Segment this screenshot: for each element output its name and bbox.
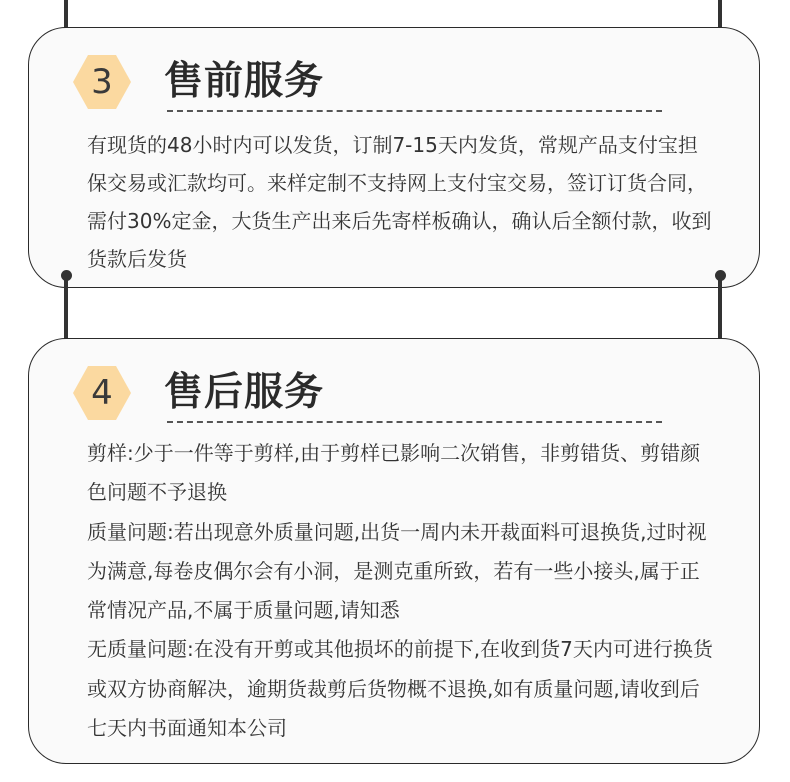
paragraph-no-quality-issue: 无质量问题:在没有开剪或其他损坏的前提下,在收到货7天内可进行换货或双方协商解决，逾期货裁剪后货物概不退换,如有质量问题,请收到后七天内书面通知本公司 <box>87 637 713 741</box>
presale-service-card <box>28 27 760 288</box>
paragraph-quality-issue: 质量问题:若出现意外质量问题,出货一周内未开裁面料可退换货,过时视为满意,每卷皮偶尔会有小洞，是测克重所致，若有一些小接头,属于正常情况产品,不属于质量问题,请知悉 <box>87 519 707 623</box>
paragraph-cut-sample: 剪样:少于一件等于剪样,由于剪样已影响二次销售，非剪错货、剪错颜色问题不予退换 <box>87 441 701 505</box>
rod-joint-left-upper <box>61 270 72 281</box>
rod-joint-right-upper <box>715 270 726 281</box>
section-body <box>87 126 717 278</box>
title-dashed-divider <box>167 110 662 112</box>
section-number: 4 <box>91 373 113 413</box>
section-title: 售前服务 <box>164 59 325 104</box>
section-body <box>87 434 717 748</box>
paragraph: 有现货的48小时内可以发货，订制7-15天内发货，常规产品支付宝担保交易或汇款均可。来样定制不支持网上支付宝交易，签订订货合同，需付30%定金，大货生产出来后先寄样板确认，确认后全额付款，收到货款后发货 <box>87 133 712 271</box>
section-number: 3 <box>91 62 113 102</box>
aftersale-service-card <box>28 338 760 764</box>
section-number-badge <box>71 51 133 113</box>
title-dashed-divider <box>167 421 662 423</box>
section-number-badge <box>71 362 133 424</box>
section-title: 售后服务 <box>164 370 325 415</box>
